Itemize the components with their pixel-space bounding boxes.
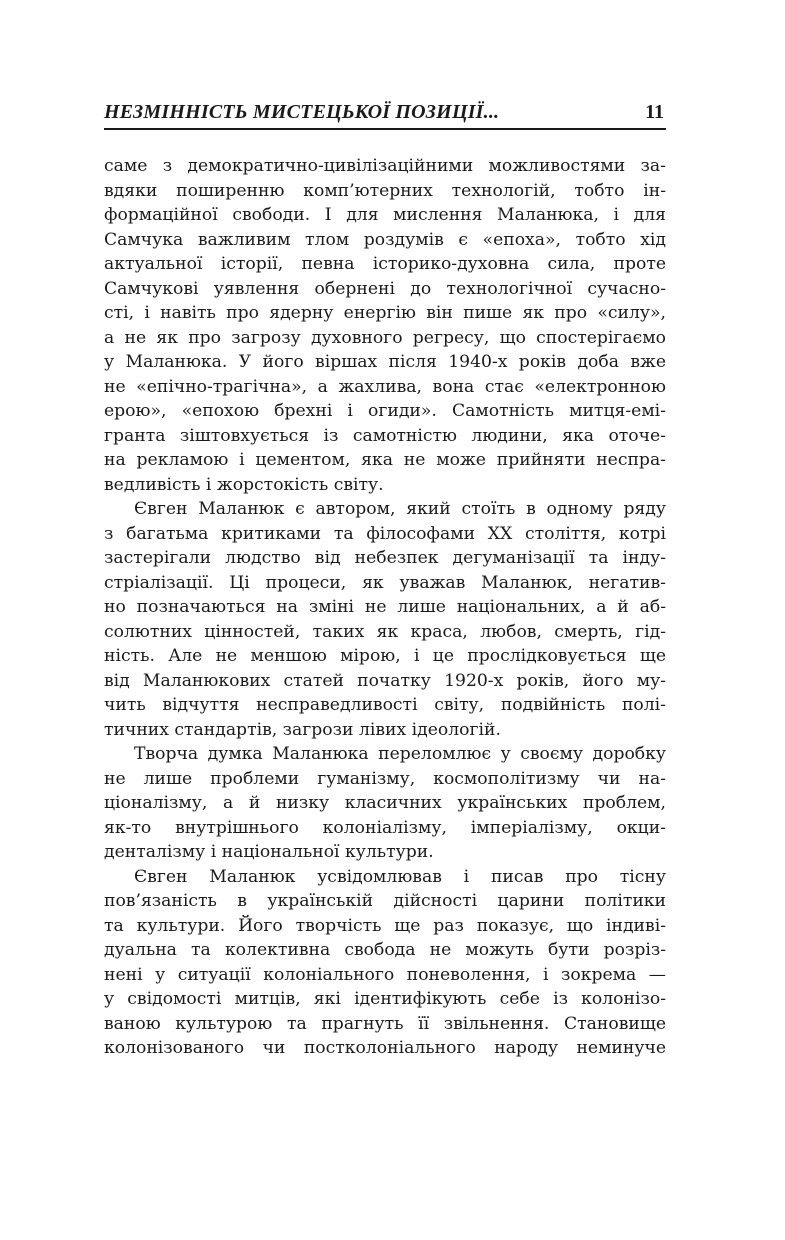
text-line: стріалізації. Ці процеси, як уважав Маланюк, негатив- <box>104 572 666 593</box>
text-line: актуальної історії, певна історико-духовна сила, проте <box>104 254 666 274</box>
running-header <box>104 96 666 130</box>
text-line: Творча думка Маланюка переломлює у своєму доробку <box>134 744 666 764</box>
text-line: а не як про загрозу духовного регресу, що спостерігаємо <box>104 327 666 348</box>
text-line: саме з демократично-цивілізаційними можливостями за- <box>104 156 666 176</box>
text-line: ваною культурою та прагнуть її звільнення. Становище <box>104 1013 666 1034</box>
text-line: не лише проблеми гуманізму, космополітизму чи на- <box>104 768 666 789</box>
text-line: ціоналізму, а й низку класичних українських проблем, <box>104 793 666 813</box>
text-line: вдяки поширенню комп’ютерних технологій, тобто ін- <box>104 180 666 201</box>
paragraph-2 <box>104 497 666 742</box>
book-page <box>104 96 666 1156</box>
text-line: сті, і навіть про ядерну енергію він пише як про «силу», <box>104 303 666 323</box>
text-line: у Маланюка. У його віршах після 1940-х років доба вже <box>104 352 666 372</box>
running-title: НЕЗМІННІСТЬ МИСТЕЦЬКОЇ ПОЗИЦІЇ... <box>104 101 500 123</box>
paragraph-3 <box>104 742 666 865</box>
paragraph-4 <box>104 865 666 1061</box>
text-line: формаційної свободи. І для мислення Маланюка, і для <box>104 205 666 225</box>
text-line: колонізованого чи постколоніального народу неминуче <box>104 1038 666 1058</box>
text-line: нені у ситуації колоніального поневолення, і зокрема — <box>104 964 666 985</box>
text-line: Самчукові уявлення обернені до технологічної сучасно- <box>104 278 666 299</box>
text-line: Самчука важливим тлом роздумів є «епоха», тобто хід <box>104 229 666 250</box>
text-line: у свідомості митців, які ідентифікують себе із колонізо- <box>104 989 666 1009</box>
text-line: як-то внутрішнього колоніалізму, імперіалізму, окци- <box>104 817 666 838</box>
text-line: дуальна та колективна свобода не можуть бути розріз- <box>104 940 666 960</box>
paragraph-1 <box>104 154 666 497</box>
text-line: Євген Маланюк усвідомлював і писав про тісну <box>134 866 666 887</box>
text-line: з багатьма критиками та філософами ХХ століття, котрі <box>104 523 666 544</box>
text-line: гранта зіштовхується із самотністю людини, яка оточе- <box>104 425 666 446</box>
text-line: на рекламою і цементом, яка не може прийняти неспра- <box>104 450 666 470</box>
text-line: ведливість і жорстокість світу. <box>104 474 384 495</box>
text-line: Євген Маланюк є автором, який стоїть в одному ряду <box>134 499 666 519</box>
text-body <box>104 154 666 1061</box>
text-line: та культури. Його творчість ще раз показує, що індиві- <box>104 915 666 936</box>
text-line: застерігали людство від небезпек дегуманізації та інду- <box>104 548 666 568</box>
text-line: тичних стандартів, загрози лівих ідеологій. <box>104 719 501 740</box>
text-line: чить відчуття несправедливості світу, подвійність полі- <box>104 695 666 715</box>
text-line: не «епічно-трагічна», а жахлива, вона стає «електронною <box>104 376 666 397</box>
text-line: денталізму і національної культури. <box>104 842 434 862</box>
text-line: пов’язаність в українській дійсності царини політики <box>104 891 666 911</box>
text-line: солютних цінностей, таких як краса, любов, смерть, гід- <box>104 621 666 642</box>
page-number: 11 <box>645 101 664 123</box>
text-line: від Маланюкових статей початку 1920-х років, його му- <box>104 670 666 691</box>
text-line: ність. Але не меншою мірою, і це прослідковується ще <box>104 646 666 666</box>
text-line: но позначаються на зміні не лише національних, а й аб- <box>104 597 666 617</box>
text-line: ерою», «епохою брехні і огиди». Самотність митця-емі- <box>104 401 666 421</box>
